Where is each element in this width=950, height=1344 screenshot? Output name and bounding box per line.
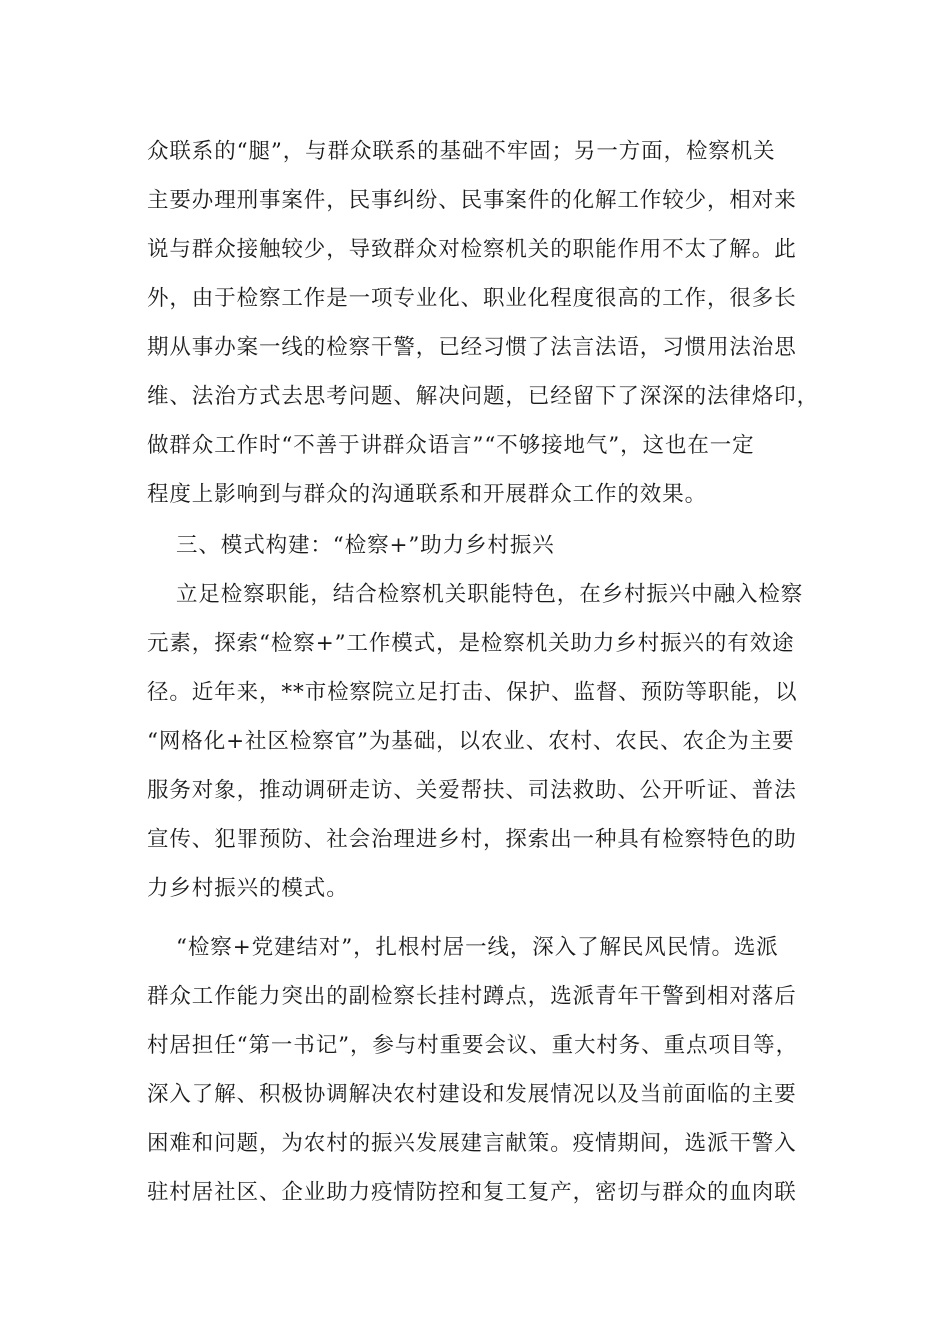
text-line: 径。近年来，**市检察院立足打击、保护、监督、预防等职能，以 — [147, 680, 798, 705]
text-line: 驻村居社区、企业助力疫情防控和复工复产，密切与群众的血肉联 — [147, 1180, 797, 1205]
text-line: 期从事办案一线的检察干警，已经习惯了法言法语，习惯用法治思 — [147, 335, 797, 360]
text-line: 元素，探索“检察+”工作模式，是检察机关助力乡村振兴的有效途 — [147, 631, 795, 656]
text-line: 村居担任“第一书记”，参与村重要会议、重大村务、重点项目等， — [147, 1033, 798, 1058]
text-line: 做群众工作时“不善于讲群众语言”“不够接地气”，这也在一定 — [147, 433, 755, 458]
paragraph-first-line: 立足检察职能，结合检察机关职能特色，在乡村振兴中融入检察 — [176, 582, 804, 607]
text-line: 困难和问题，为农村的振兴发展建言献策。疫情期间，选派干警入 — [147, 1131, 797, 1156]
text-line: 程度上影响到与群众的沟通联系和开展群众工作的效果。 — [147, 482, 708, 507]
text-line: 主要办理刑事案件，民事纠纷、民事案件的化解工作较少，相对来 — [147, 188, 797, 213]
text-line: 宣传、犯罪预防、社会治理进乡村，探索出一种具有检察特色的助 — [147, 827, 797, 852]
text-line: 服务对象，推动调研走访、关爱帮扶、司法救助、公开听证、普法 — [147, 778, 797, 803]
text-line: 群众工作能力突出的副检察长挂村蹲点，选派青年干警到相对落后 — [147, 984, 797, 1009]
text-line: 外，由于检察工作是一项专业化、职业化程度很高的工作，很多长 — [147, 286, 797, 311]
text-line: “网格化+社区检察官”为基础，以农业、农村、农民、农企为主要 — [147, 729, 795, 754]
text-line: 深入了解、积极协调解决农村建设和发展情况以及当前面临的主要 — [147, 1082, 797, 1107]
text-line: 维、法治方式去思考问题、解决问题，已经留下了深深的法律烙印， — [147, 384, 820, 409]
text-line: 说与群众接触较少，导致群众对检察机关的职能作用不太了解。此 — [147, 237, 797, 262]
text-line: 力乡村振兴的模式。 — [147, 876, 349, 901]
paragraph-first-line: “检察+党建结对”，扎根村居一线，深入了解民风民情。选派 — [176, 935, 779, 960]
text-line: 众联系的“腿”，与群众联系的基础不牢固；另一方面，检察机关 — [147, 139, 776, 164]
section-heading: 三、模式构建：“检察+”助力乡村振兴 — [176, 533, 555, 558]
